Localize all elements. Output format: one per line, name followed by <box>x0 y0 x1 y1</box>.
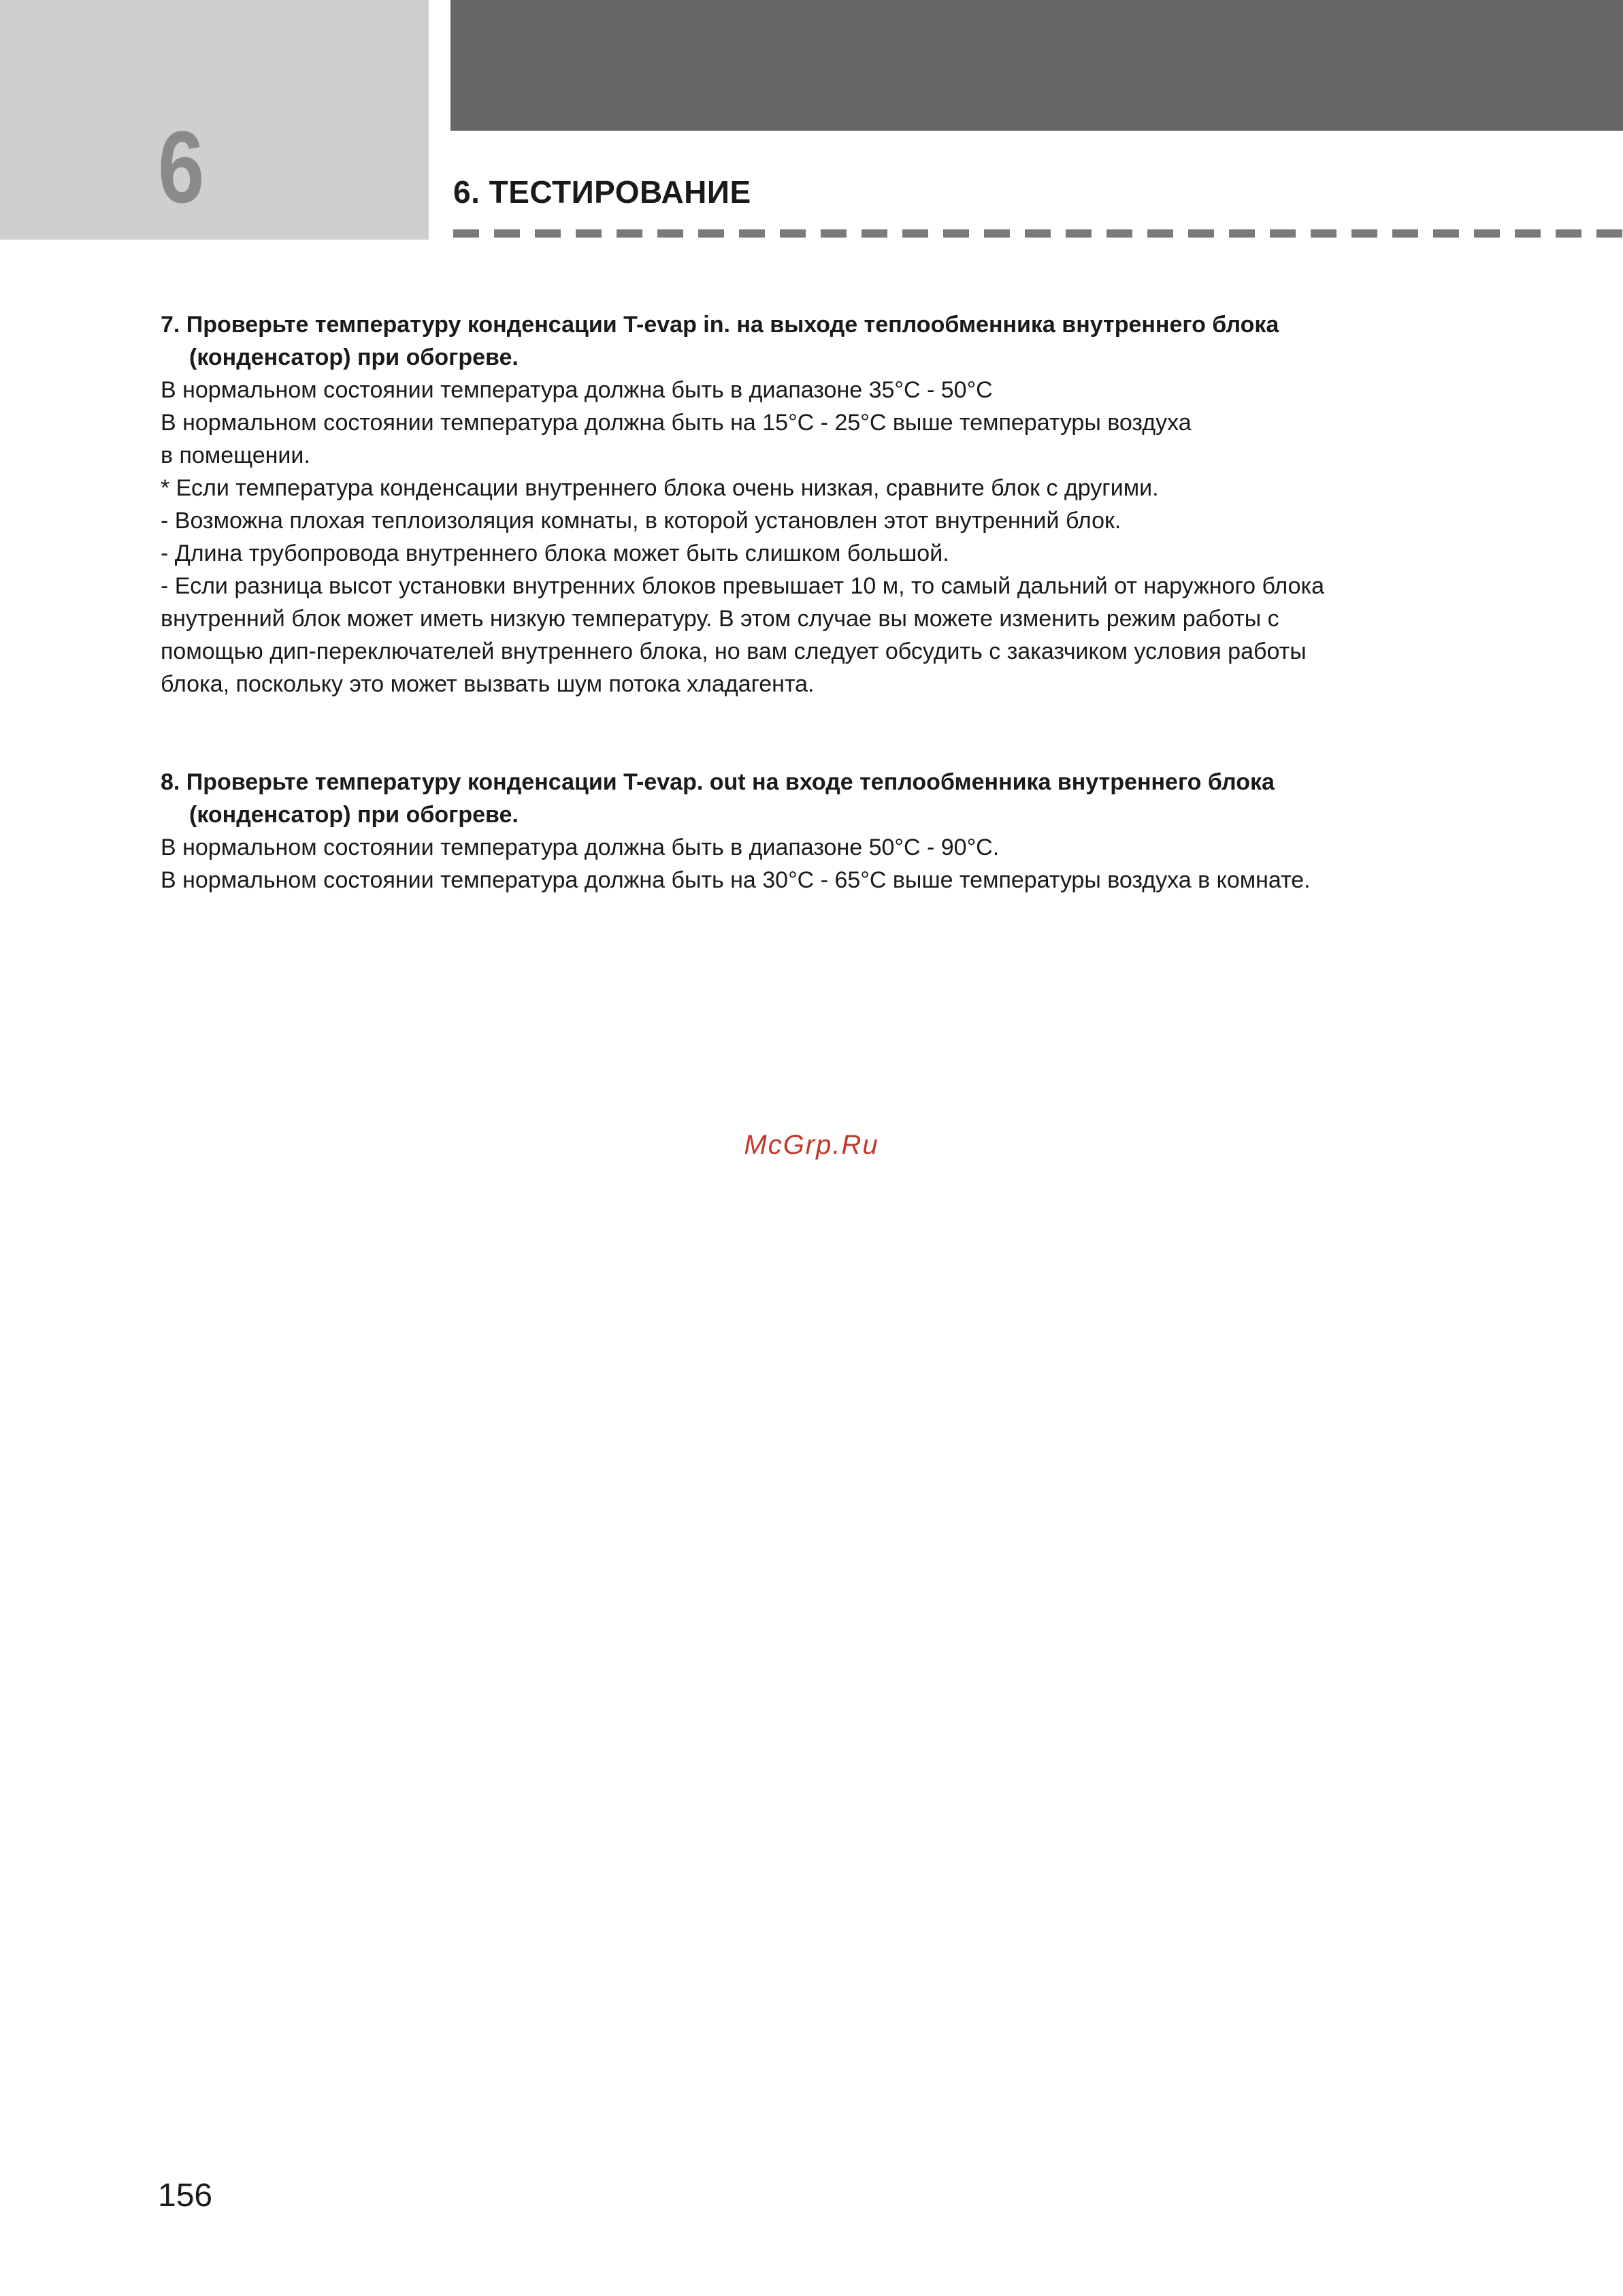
test-item-7 <box>161 308 1474 700</box>
body-line: В нормальном состоянии температура должна быть в диапазоне 50°C - 90°C. <box>161 835 1000 860</box>
dashed-divider <box>453 229 1623 238</box>
body-line: помощью дип-переключателей внутреннего блока, но вам следует обсудить с заказчиком условия работы <box>161 638 1307 664</box>
body-line: В нормальном состоянии температура должна быть на 30°C - 65°C выше температуры воздуха в комнате. <box>161 867 1311 893</box>
body-line: блока, поскольку это может вызвать шум потока хладагента. <box>161 671 815 697</box>
section-title: 6. ТЕСТИРОВАНИЕ <box>453 174 751 210</box>
item-heading-line: (конденсатор) при обогреве. <box>189 802 519 828</box>
body-line: внутренний блок может иметь низкую температуру. В этом случае вы можете изменить режим работы с <box>161 606 1279 632</box>
bullet-line: - Длина трубопровода внутреннего блока может быть слишком большой. <box>161 540 949 566</box>
bullet-line: - Возможна плохая теплоизоляция комнаты, в которой установлен этот внутренний блок. <box>161 508 1121 534</box>
header-bar <box>450 0 1623 131</box>
body-line: в помещении. <box>161 442 310 468</box>
item-heading <box>161 308 1474 374</box>
watermark: McGrp.Ru <box>744 1130 879 1160</box>
bullet-line: - Если разница высот установки внутренних блоков превышает 10 м, то самый дальний от наружного блока <box>161 573 1325 599</box>
note-line: * Если температура конденсации внутреннего блока очень низкая, сравните блок с другими. <box>161 475 1159 501</box>
page-content <box>161 308 1474 896</box>
test-item-8 <box>161 766 1474 896</box>
item-heading-line: (конденсатор) при обогреве. <box>189 344 519 370</box>
item-heading <box>161 766 1474 831</box>
item-heading-line: 7. Проверьте температуру конденсации T-evap in. на выходе теплообменника внутреннего блока <box>161 312 1279 338</box>
body-line: В нормальном состоянии температура должна быть на 15°C - 25°C выше температуры воздуха <box>161 410 1192 436</box>
chapter-tab <box>0 0 429 240</box>
body-line: В нормальном состоянии температура должна быть в диапазоне 35°C - 50°C <box>161 377 993 403</box>
chapter-number: 6 <box>158 110 205 224</box>
item-heading-line: 8. Проверьте температуру конденсации T-evap. out на входе теплообменника внутреннего блока <box>161 769 1275 795</box>
page-number: 156 <box>158 2178 213 2214</box>
